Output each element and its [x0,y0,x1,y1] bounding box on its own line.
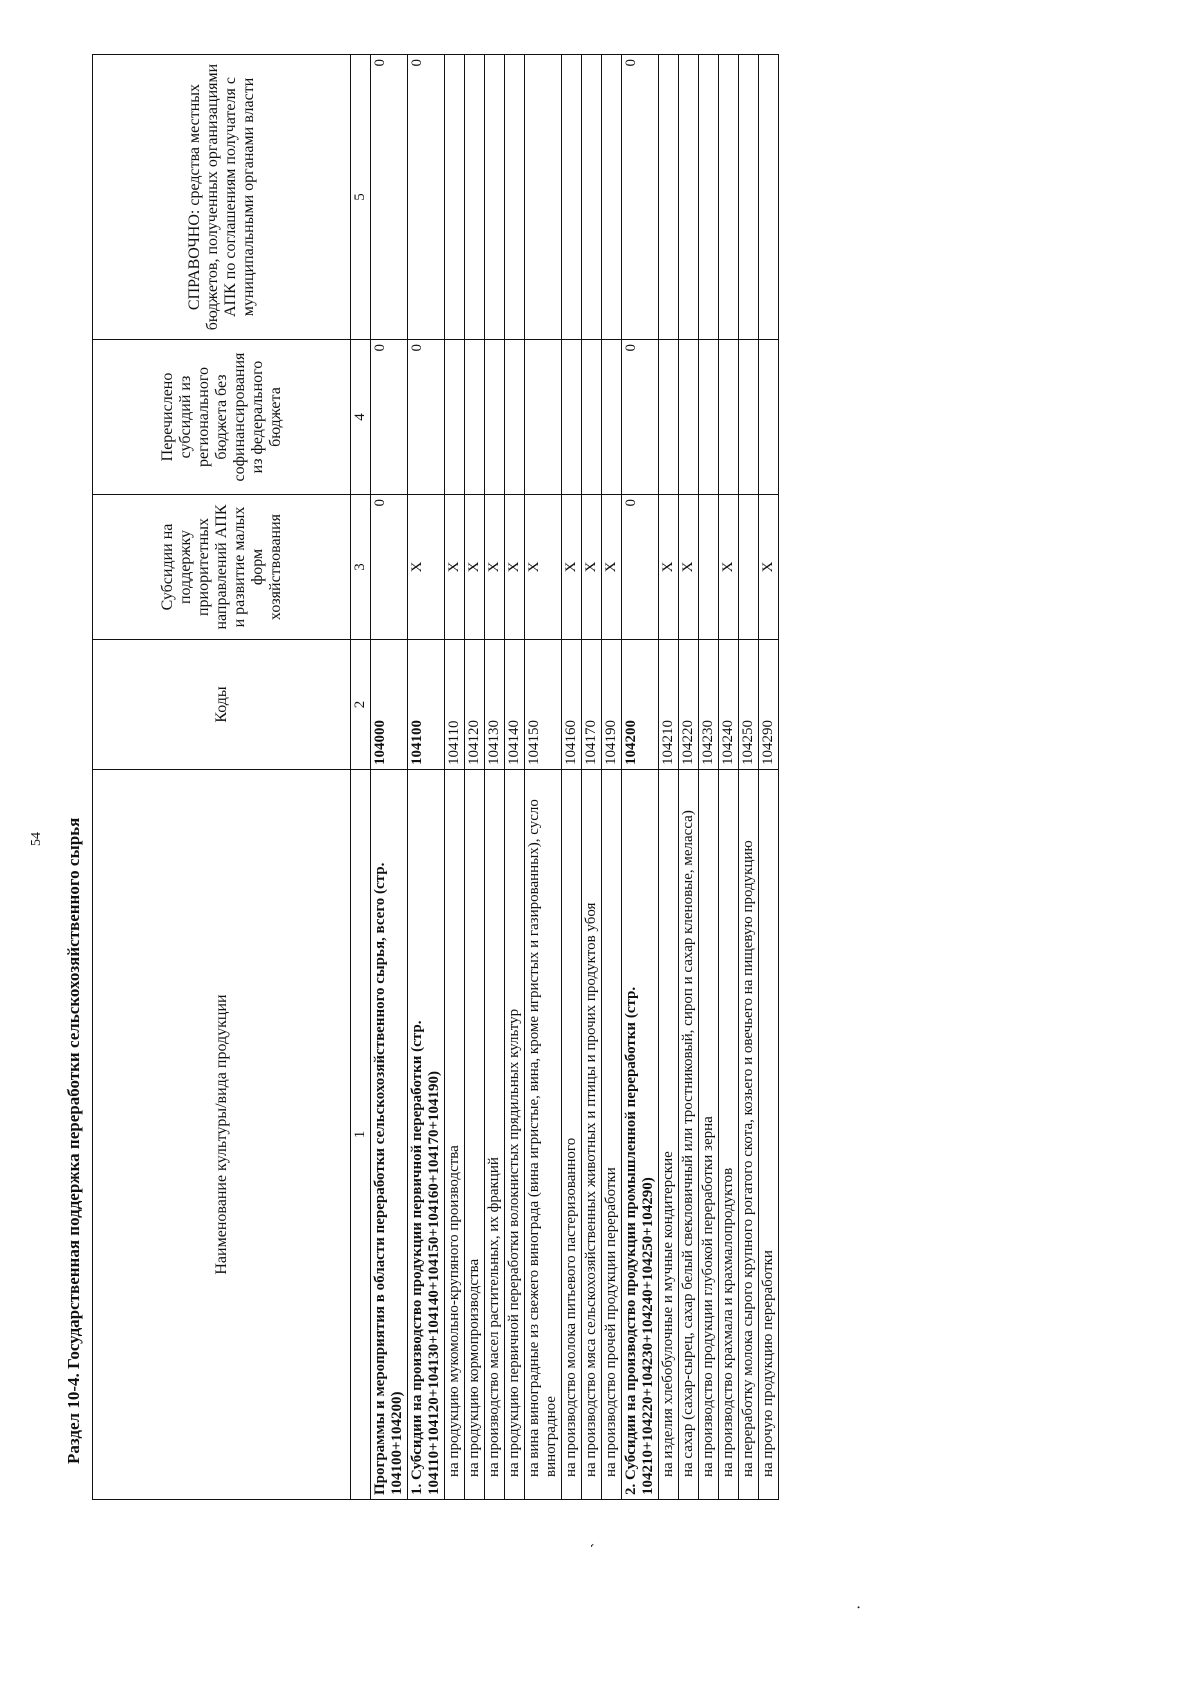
row-col3: X [602,495,622,640]
row-code: 104100 [408,640,445,770]
row-col3: 0 [622,495,659,640]
row-name: на изделия хлебобулочные и мучные кондитерские [659,770,679,1500]
table-row [408,55,445,1500]
row-name: на производство крахмала и крахмалопродуктов [719,770,739,1500]
row-col3: X [582,495,602,640]
row-code: 104170 [582,640,602,770]
table-row [525,55,562,1500]
row-code: 104190 [602,640,622,770]
row-col4 [602,340,622,495]
table-row [485,55,505,1500]
row-col3: X [719,495,739,640]
row-col5 [679,55,699,340]
row-name: 2. Субсидии на производство продукции промышленной переработки (стр. 104210+104220+104230+104240+104250+104290) [622,770,659,1500]
row-code: 104110 [445,640,465,770]
row-code: 104140 [505,640,525,770]
row-code: 104000 [371,640,408,770]
row-col4: 0 [371,340,408,495]
row-name: на продукцию первичной переработки волокнистых прядильных культур [505,770,525,1500]
row-col4 [445,340,465,495]
row-name: 1. Субсидии на производство продукции первичной переработки (стр. 104110+104120+104130+104140+104150+104160+104170+104190) [408,770,445,1500]
table-row [739,55,759,1500]
row-name: на производство масел растительных, их фракций [485,770,505,1500]
row-name: на продукцию мукомольно-крупяного производства [445,770,465,1500]
row-code: 104210 [659,640,679,770]
row-name: на производство продукции глубокой переработки зерна [699,770,719,1500]
header-col5: СПРАВОЧНО: средства местных бюджетов, полученных организациями АПК по соглашениям получателя с муниципальными органами власти [93,55,351,340]
table-row [562,55,582,1500]
row-col5 [562,55,582,340]
row-name: на вина виноградные из свежего винограда (вина игристые, вина, кроме игристых и газированных), сусло виноградное [525,770,562,1500]
table-row [719,55,739,1500]
row-col3 [739,495,759,640]
row-col4: 0 [408,340,445,495]
row-code: 104220 [679,640,699,770]
row-col5 [485,55,505,340]
row-code: 104120 [465,640,485,770]
table-row [445,55,465,1500]
table-row [699,55,719,1500]
row-code: 104240 [719,640,739,770]
row-col4 [679,340,699,495]
row-col5: 0 [408,55,445,340]
row-code: 104290 [759,640,779,770]
row-col3: X [659,495,679,640]
row-col4 [465,340,485,495]
header-name: Наименование культуры/вида продукции [93,770,351,1500]
row-col5 [719,55,739,340]
row-col3: X [408,495,445,640]
row-col4 [759,340,779,495]
table-row [465,55,485,1500]
table-row [622,55,659,1500]
row-col4 [719,340,739,495]
row-col5: 0 [622,55,659,340]
column-number: 5 [351,55,371,340]
row-code: 104230 [699,640,719,770]
section-title: Раздел 10-4. Государственная поддержка переработки сельскохозяйственного сырья [64,817,83,1464]
row-name: Программы и мероприятия в области переработки сельскохозяйственного сырья, всего (стр. 104100+104200) [371,770,408,1500]
row-col3: X [562,495,582,640]
row-col5 [699,55,719,340]
table-row [505,55,525,1500]
row-name: на производство прочей продукции переработки [602,770,622,1500]
row-col4 [699,340,719,495]
row-name: на переработку молока сырого крупного рогатого скота, козьего и овечьего на пищевую продукцию [739,770,759,1500]
row-col5 [505,55,525,340]
scan-mark: ˋ [589,1542,606,1548]
row-name: на продукцию кормопроизводства [465,770,485,1500]
row-col4 [562,340,582,495]
page-number: 54 [29,832,44,846]
row-col4 [659,340,679,495]
row-name: на сахар (сахар-сырец, сахар белый свекловичный или тростниковый, сироп и сахар кленовые, меласса) [679,770,699,1500]
header-col3: Субсидии на поддержку приоритетных направлений АПК и развитие малых форм хозяйствования [93,495,351,640]
row-col4 [525,340,562,495]
row-col5 [759,55,779,340]
table-row [602,55,622,1500]
scan-mark: · [851,1604,868,1610]
header-code: Коды [93,640,351,770]
header-row [93,55,351,1500]
row-col5 [465,55,485,340]
row-col3 [699,495,719,640]
row-col5 [739,55,759,340]
header-col4: Перечислено субсидий из регионального бюджета без софинансирования из федерального бюджета [93,340,351,495]
subsidy-table [92,54,779,1500]
row-code: 104160 [562,640,582,770]
column-number: 1 [351,770,371,1500]
row-col3: X [465,495,485,640]
row-col3: X [445,495,465,640]
row-name: на производство мяса сельскохозяйственных животных и птицы и прочих продуктов убоя [582,770,602,1500]
row-col5 [445,55,465,340]
row-code: 104250 [739,640,759,770]
row-col3: X [485,495,505,640]
row-col3: X [525,495,562,640]
column-number: 3 [351,495,371,640]
row-code: 104130 [485,640,505,770]
row-col5 [525,55,562,340]
row-code: 104200 [622,640,659,770]
table-row [759,55,779,1500]
row-col4 [739,340,759,495]
row-col3: X [505,495,525,640]
row-col5 [602,55,622,340]
row-col3: X [679,495,699,640]
column-number: 4 [351,340,371,495]
row-col4 [582,340,602,495]
column-numbers-row [351,55,371,1500]
row-col4: 0 [622,340,659,495]
table-row [582,55,602,1500]
table-row [659,55,679,1500]
table-row [679,55,699,1500]
column-number: 2 [351,640,371,770]
row-col5 [582,55,602,340]
row-col5: 0 [371,55,408,340]
row-col5 [659,55,679,340]
row-col4 [485,340,505,495]
row-name: на производство молока питьевого пастеризованного [562,770,582,1500]
row-col3: X [759,495,779,640]
row-code: 104150 [525,640,562,770]
table-row [371,55,408,1500]
row-name: на прочую продукцию переработки [759,770,779,1500]
row-col3: 0 [371,495,408,640]
row-col4 [505,340,525,495]
